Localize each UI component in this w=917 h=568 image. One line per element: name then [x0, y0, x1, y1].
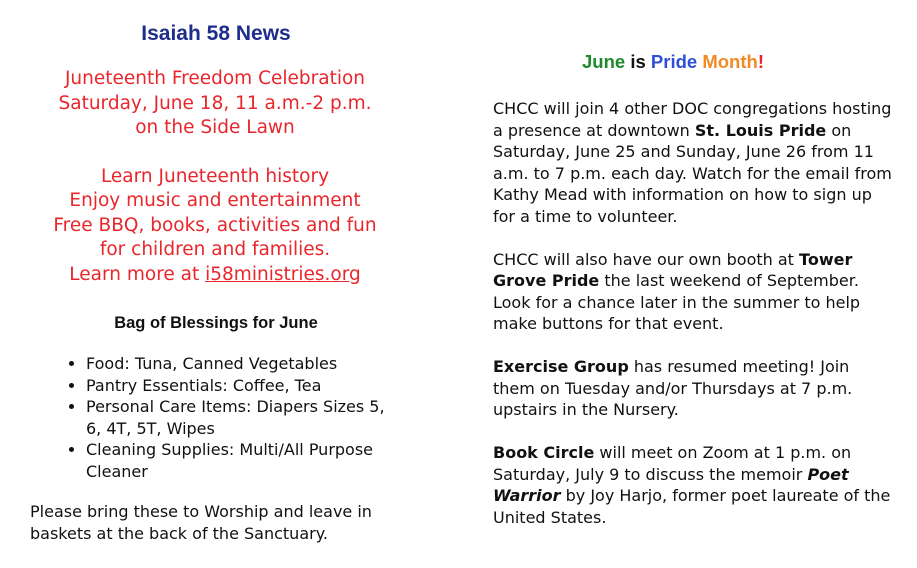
left-column — [30, 20, 400, 544]
para-text: on Saturday, June 25 and Sunday, June 26 from 11 a.m. to 7 p.m. each day. Watch for the email from Kathy Mead with information on how to sign up for a time to volunteer. — [493, 120, 892, 226]
bag-item: • Food: Tuna, Canned Vegetables — [86, 353, 400, 375]
para-bold: Exercise Group — [493, 357, 629, 376]
juneteenth-event — [30, 67, 400, 287]
para-bold: Book Circle — [493, 443, 595, 462]
bag-item: • Personal Care Items: Diapers Sizes 5, 6, 4T, 5T, Wipes — [86, 396, 400, 439]
right-column — [493, 50, 893, 528]
title-word: June — [582, 51, 626, 72]
stl-pride-paragraph — [493, 98, 893, 227]
title-word: Pride — [650, 51, 698, 72]
ministries-link[interactable]: i58ministries.org — [205, 263, 361, 285]
news-title: Isaiah 58 News — [141, 22, 291, 45]
bag-item: • Pantry Essentials: Coffee, Tea — [86, 375, 400, 397]
title-word: Month — [702, 51, 758, 72]
event-detail: Enjoy music and entertainment — [69, 190, 361, 211]
tower-grove-paragraph — [493, 249, 893, 335]
para-text: has resumed meeting! Join them on Tuesday and/or Thursdays at 7 p.m. upstairs in the Nursery. — [493, 357, 853, 419]
exercise-paragraph — [493, 356, 893, 421]
book-circle-paragraph — [493, 442, 893, 528]
para-bold: St. Louis Pride — [694, 120, 827, 140]
event-detail: Free BBQ, books, activities and fun — [53, 214, 377, 236]
title-word: is — [630, 51, 646, 72]
para-text: by Joy Harjo, former poet laureate of the United States. — [493, 486, 891, 527]
event-detail: for children and families. — [99, 239, 331, 260]
learn-more-line — [30, 263, 400, 288]
event-line: on the Side Lawn — [135, 117, 295, 138]
para-bold: Tower Grove Pride — [493, 249, 853, 290]
event-detail: Learn Juneteenth history — [100, 165, 330, 187]
para-text: CHCC will join 4 other DOC congregations hosting a presence at downtown — [493, 99, 892, 140]
learn-more-text: Learn more at — [69, 263, 206, 285]
title-word: ! — [757, 51, 764, 72]
bring-note: Please bring these to Worship and leave in baskets at the back of the Sanctuary. — [30, 502, 372, 543]
bag-list — [30, 353, 400, 482]
book-title: Poet Warrior — [493, 464, 849, 505]
para-text: will meet on Zoom at 1 p.m. on Saturday, July 9 to discuss the memoir — [493, 443, 852, 484]
para-text: CHCC will also have our own booth at — [493, 249, 800, 269]
para-text: the last weekend of September. Look for a chance later in the summer to help make buttons for that event. — [493, 271, 861, 333]
event-line: Juneteenth Freedom Celebration — [64, 68, 366, 89]
pride-title — [493, 50, 893, 74]
bag-item: • Cleaning Supplies: Multi/All Purpose Cleaner — [86, 439, 400, 482]
event-line: Saturday, June 18, 11 a.m.-2 p.m. — [58, 92, 372, 114]
bag-title: Bag of Blessings for June — [114, 314, 318, 332]
